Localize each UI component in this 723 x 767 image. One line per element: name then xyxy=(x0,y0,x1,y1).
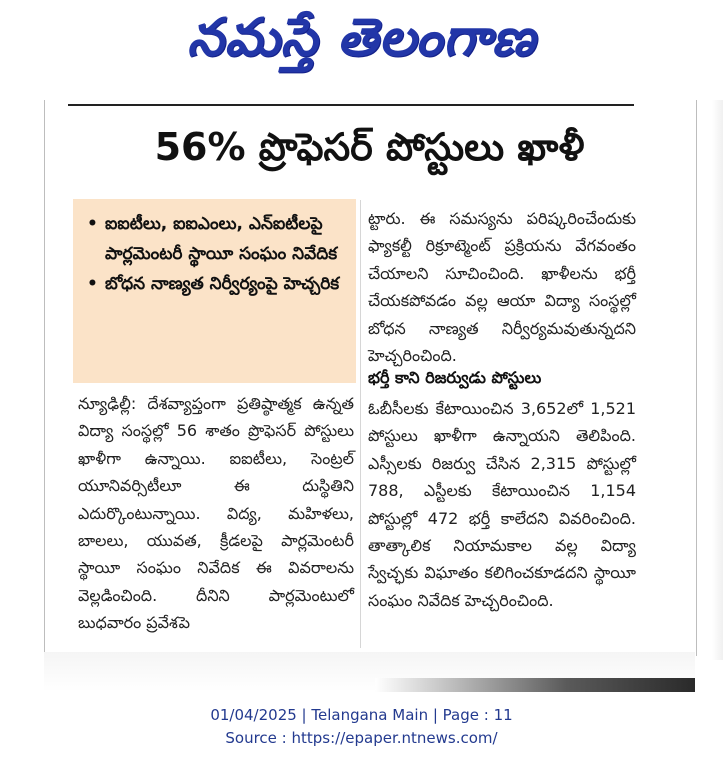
bullet-icon: • xyxy=(87,214,98,234)
highlight-item xyxy=(87,209,344,269)
bullet-icon: • xyxy=(87,274,98,294)
next-article-cutoff xyxy=(44,652,695,692)
highlight-item xyxy=(87,269,344,299)
article-body-left: న్యూఢిల్లీ: దేశవ్యాప్తంగా ప్రతిష్ఠాత్మక ఉన్నత విద్యా సంస్థల్లో 56 శాతం ప్రొఫెసర్ పోస్టులు ఖాళీగా ఉన్నాయి. ఐఐటీలు, సెంట్రల్ యూనివర్సిటీలూ ఈ దుస్థితిని ఎదుర్కొంటున్నాయి. విద్య, మహిళలు, బాలలు, యువత, క్రీడలపై పార్లమెంటరీ స్థాయీ సంఘం నివేదిక ఈ వివరాలను వెల్లడించింది. దీనిని పార్లమెంటులో బుధవారం ప్రవేశపె xyxy=(78,394,354,633)
page-edge xyxy=(712,100,723,660)
newspaper-masthead: నమస్తే తెలంగాణ xyxy=(187,8,536,68)
column-divider xyxy=(360,200,361,648)
highlight-text: ఐఐటీలు, ఐఐఎంలు, ఎన్ఐటీలపై పార్లమెంటరీ స్థాయీ సంఘం నివేదిక xyxy=(105,214,338,264)
footer-source: Source : https://epaper.ntnews.com/ xyxy=(225,729,498,747)
article-body-right-bottom: ఓబీసీలకు కేటాయించిన 3,652లో 1,521 పోస్టులు ఖాళీగా ఉన్నాయని తెలిపింది. ఎస్సీలకు రిజర్వు చేసిన 2,315 పోస్టుల్లో 788, ఎస్టీలకు కేటాయించిన 1,154 పోస్టుల్లో 472 భర్తీ కాలేదని వివరించింది. తాత్కాలిక నియామకాల వల్ల విద్యా స్వేచ్ఛకు విఘాతం కలిగించకూడదని స్థాయీ సంఘం నివేదిక హెచ్చరించింది. xyxy=(368,399,636,610)
article-body-right-top: ట్టారు. ఈ సమస్యను పరిష్కరించేందుకు ఫ్యాకల్టీ రిక్రూట్మెంట్ ప్రక్రియను వేగవంతం చేయాలని సూచించింది. ఖాళీలను భర్తీ చేయకపోవడం వల్ల ఆయా విద్యా సంస్థల్లో బోధన నాణ్యత నిర్వీర్యమవుతున్నదని హెచ్చరించింది. xyxy=(368,209,636,366)
footer-date-edition: 01/04/2025 | Telangana Main | Page : 11 xyxy=(210,706,513,724)
article-headline: 56% ప్రొఫెసర్ పోస్టులు ఖాళీ xyxy=(154,125,585,169)
highlight-text: బోధన నాణ్యత నిర్వీర్యంపై హెచ్చరిక xyxy=(105,274,340,294)
article-subheading: భర్తీ కాని రిజర్వుడు పోస్టులు xyxy=(368,368,542,387)
highlights-box xyxy=(73,199,356,383)
headline-rule xyxy=(68,104,634,106)
cutoff-headline-fragment xyxy=(375,678,695,692)
